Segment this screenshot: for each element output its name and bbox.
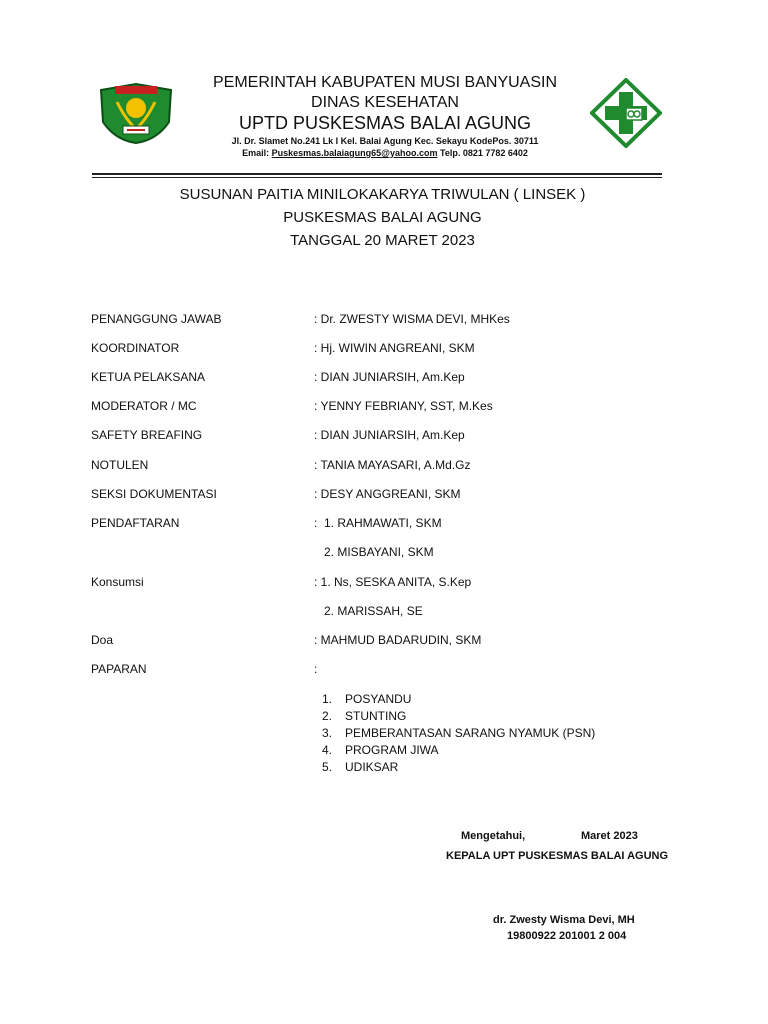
role-label: Konsumsi (91, 575, 144, 589)
header-line-2: DINAS KESEHATAN (311, 94, 459, 111)
member-name: : 1. RAHMAWATI, SKM (314, 516, 442, 530)
list-number: 2. (322, 709, 333, 723)
member-name: : MAHMUD BADARUDIN, SKM (314, 633, 482, 647)
list-item (322, 743, 439, 757)
role-label: SEKSI DOKUMENTASI (91, 487, 217, 501)
role-label: Doa (91, 633, 114, 647)
list-text: PEMBERANTASAN SARANG NYAMUK (PSN) (345, 726, 596, 740)
regency-emblem-icon (97, 82, 175, 144)
known-by-label: Mengetahui, (461, 830, 526, 842)
puskesmas-logo (590, 78, 662, 148)
header-address: Jl. Dr. Slamet No.241 Lk I Kel. Balai Agung Kec. Sekayu KodePos. 30711 (231, 136, 539, 146)
regency-emblem-logo (97, 82, 175, 144)
member-name: : TANIA MAYASARI, A.Md.Gz (314, 458, 471, 472)
document-title-line-2: PUSKESMAS BALAI AGUNG (283, 209, 482, 226)
role-label: NOTULEN (91, 458, 149, 472)
list-item (322, 709, 406, 723)
member-name: 2. MARISSAH, SE (314, 604, 423, 618)
role-label: MODERATOR / MC (91, 399, 197, 413)
role-label: KETUA PELAKSANA (91, 370, 206, 384)
member-name: : DIAN JUNIARSIH, Am.Kep (314, 370, 465, 384)
member-name: : DIAN JUNIARSIH, Am.Kep (314, 428, 465, 442)
signature-date: Maret 2023 (581, 830, 638, 842)
role-label: PAPARAN (91, 662, 147, 676)
member-name: : Dr. ZWESTY WISMA DEVI, MHKes (314, 312, 510, 326)
member-name: : Hj. WIWIN ANGREANI, SKM (314, 341, 475, 355)
signer-name: dr. Zwesty Wisma Devi, MH (493, 914, 635, 926)
role-label: SAFETY BREAFING (91, 428, 203, 442)
member-name: : 1. Ns, SESKA ANITA, S.Kep (314, 575, 472, 589)
list-number: 5. (322, 760, 333, 774)
puskesmas-logo-icon (590, 78, 662, 148)
header-line-1: PEMERINTAH KABUPATEN MUSI BANYUASIN (212, 74, 558, 91)
header-divider-thick (92, 173, 662, 175)
list-text: PROGRAM JIWA (345, 743, 439, 757)
member-name: : (314, 662, 318, 676)
list-number: 4. (322, 743, 333, 757)
role-label: PENANGGUNG JAWAB (91, 312, 222, 326)
member-name: : DESY ANGGREANI, SKM (314, 487, 461, 501)
list-number: 1. (322, 692, 333, 706)
list-text: STUNTING (345, 709, 407, 723)
document-title-line-1: SUSUNAN PAITIA MINILOKAKARYA TRIWULAN ( LINSEK ) (179, 186, 586, 203)
header-divider-thin (92, 177, 662, 178)
role-label: PENDAFTARAN (91, 516, 180, 530)
phone-number: Telp. 0821 7782 6402 (439, 148, 528, 158)
signer-nip: 19800922 201001 2 004 (507, 930, 627, 942)
role-label: KOORDINATOR (91, 341, 180, 355)
list-text: POSYANDU (345, 692, 412, 706)
list-number: 3. (322, 726, 333, 740)
document-title-line-3: TANGGAL 20 MARET 2023 (290, 232, 475, 249)
list-item (322, 692, 411, 706)
email-link[interactable]: Puskesmas.balaiagung65@yahoo.com (271, 148, 438, 158)
list-item (322, 760, 398, 774)
header-line-3: UPTD PUSKESMAS BALAI AGUNG (238, 113, 532, 133)
list-item (322, 726, 595, 740)
signature-position: KEPALA UPT PUSKESMAS BALAI AGUNG (446, 850, 669, 862)
email-label: Email: (242, 148, 270, 158)
list-text: UDIKSAR (345, 760, 399, 774)
header-contact (170, 148, 600, 158)
member-name: : YENNY FEBRIANY, SST, M.Kes (314, 399, 493, 413)
member-name: 2. MISBAYANI, SKM (314, 545, 434, 559)
